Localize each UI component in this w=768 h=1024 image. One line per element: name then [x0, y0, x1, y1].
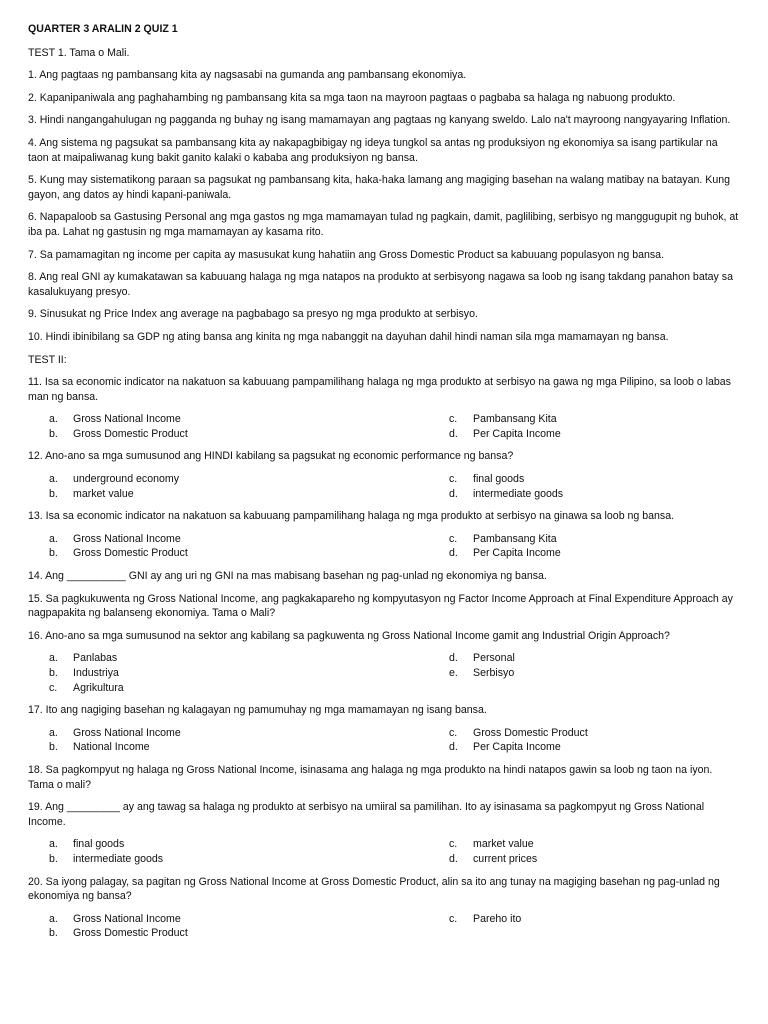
choice-list [28, 472, 740, 501]
question-text: 13. Isa sa economic indicator na nakatuon sa kabuuang pampamilihang halaga ng mga produkto at serbisyo na ginawa sa loob ng bansa. [28, 510, 675, 523]
choice-item [28, 532, 428, 547]
choice-text: Per Capita Income [473, 427, 561, 440]
choice-text: Gross Domestic Product [73, 547, 188, 560]
choice-text: Per Capita Income [473, 547, 561, 560]
question-list [28, 68, 740, 941]
choice-item [428, 837, 728, 852]
choice-item [428, 912, 728, 927]
choice-letter: c. [449, 532, 458, 545]
choice-list [28, 837, 740, 866]
choice-text: Industriya [73, 667, 119, 679]
choice-letter: c. [449, 912, 458, 925]
choice-text: Pareho ito [473, 912, 522, 925]
choice-item [428, 740, 728, 755]
choice-text: intermediate goods [473, 487, 564, 500]
choice-letter: a. [49, 726, 58, 739]
choice-item [28, 681, 428, 696]
choice-text: National Income [73, 741, 150, 754]
choice-text: market value [73, 487, 134, 500]
choice-letter: c. [449, 413, 458, 426]
choice-item [28, 912, 428, 927]
choice-item [428, 651, 728, 666]
question-text: 18. Sa pagkompyut ng halaga ng Gross National Income, isinasama ang halaga ng mga produkto na hindi natapos gawin sa loob ng taon na iyon. Tama o mali? [28, 763, 713, 791]
question-text: 12. Ano-ano sa mga sumusunod ang HINDI kabilang sa pagsukat ng economic performance ng bansa? [28, 450, 514, 463]
choice-letter: d. [449, 741, 458, 754]
choice-item [428, 546, 728, 561]
choice-letter: b. [49, 427, 58, 440]
choice-text: Gross National Income [73, 532, 181, 545]
choice-letter: a. [49, 473, 58, 486]
choice-item [28, 412, 428, 427]
choice-text: Panlabas [73, 652, 118, 665]
question-text: 6. Napapaloob sa Gastusing Personal ang mga gastos ng mga mamamayan tulad ng pagkain, damit, paglilibing, serbisyo ng manggugupit ng buhok, at iba pa. Lahat ng gastusin ng mga mamamayan ay kasama rito. [28, 211, 739, 238]
choice-item [428, 532, 728, 547]
choice-text: Gross Domestic Product [473, 726, 588, 739]
choice-text: intermediate goods [73, 852, 164, 865]
choice-letter: b. [49, 667, 58, 679]
question-text: 10. Hindi ibinibilang sa GDP ng ating bansa ang kinita ng mga nabanggit na dayuhan dahil hindi naman sila mga mamamayan ng bansa. [28, 330, 669, 343]
choice-letter: c. [449, 726, 458, 739]
choice-letter: b. [49, 927, 58, 940]
choice-letter: b. [49, 741, 58, 754]
choice-text: final goods [473, 473, 525, 486]
choice-letter: c. [449, 838, 458, 851]
choice-text: current prices [473, 852, 538, 865]
choice-list [28, 912, 740, 941]
choice-item [428, 487, 728, 502]
question-text: 9. Sinusukat ng Price Index ang average na pagbabago sa presyo ng mga produkto at serbisyo. [28, 308, 478, 321]
choice-item [28, 666, 428, 681]
choice-item [428, 852, 728, 867]
question-text: 1. Ang pagtaas ng pambansang kita ay nagsasabi na gumanda ang pambansang ekonomiya. [28, 69, 467, 82]
choice-text: final goods [73, 838, 125, 851]
quiz-title: QUARTER 3 ARALIN 2 QUIZ 1 [28, 23, 178, 35]
choice-letter: c. [449, 473, 458, 486]
question-text: 20. Sa iyong palagay, sa pagitan ng Gross National Income at Gross Domestic Product, alin sa ito ang tunay na magiging basehan ng pag-unlad ng ekonomiya ng bansa? [28, 875, 720, 903]
choice-item [428, 427, 728, 442]
choice-list [28, 651, 740, 695]
choice-letter: a. [49, 912, 58, 925]
question-text: 7. Sa pamamagitan ng income per capita ay masusukat kung hahatiin ang Gross Domestic Product sa kabuuang populasyon ng bansa. [28, 248, 665, 261]
choice-text: underground economy [73, 473, 180, 486]
choice-text: Gross National Income [73, 726, 181, 739]
question-text: 15. Sa pagkukuwenta ng Gross National Income, ang pagkakapareho ng kompyutasyon ng Factor Income Approach at Final Expenditure Approach ay nagpapakita ng balanseng ekonomiya. Tama o Mali? [28, 592, 733, 620]
question-text: 4. Ang sistema ng pagsukat sa pambansang kita ay nakapagbibigay ng ideya tungkol sa antas ng produksiyon ng ekonomiya sa isang partikular na taon at maipaliwanag kung bakit ganito kalaki o kababa ang produksiyon ng bansa. [28, 136, 718, 164]
choice-text: Gross National Income [73, 413, 181, 426]
choice-text: Per Capita Income [473, 741, 561, 754]
choice-letter: a. [49, 413, 58, 426]
question-text: 5. Kung may sistematikong paraan sa pagsukat ng pambansang kita, haka-haka lamang ang magiging basehan na walang matibay na batayan. Kung gayon, ang datos ay hindi kapani-paniwala. [28, 174, 731, 201]
test2-heading: TEST II: [28, 353, 67, 366]
choice-text: Pambansang Kita [473, 413, 557, 426]
choice-list [28, 532, 740, 561]
choice-letter: a. [49, 652, 58, 665]
choice-text: Serbisyo [473, 667, 515, 679]
choice-item [28, 926, 428, 941]
choice-text: Agrikultura [73, 681, 124, 694]
choice-text: Personal [473, 652, 515, 665]
choice-letter: d. [449, 427, 458, 440]
choice-item [428, 726, 728, 741]
choice-letter: b. [49, 547, 58, 560]
choice-item [28, 546, 428, 561]
question-text: 19. Ang _________ ay ang tawag sa halaga ng produkto at serbisyo na umiiral sa pamilihan. Ito ay isinasama sa pagkompyut ng Gross National Income. [28, 801, 705, 828]
question-text: 16. Ano-ano sa mga sumusunod na sektor ang kabilang sa pagkuwenta ng Gross National Income gamit ang Industrial Origin Approach? [28, 629, 670, 642]
choice-item [28, 427, 428, 442]
choice-letter: d. [449, 487, 458, 500]
choice-letter: c. [49, 681, 58, 694]
choice-letter: b. [49, 487, 58, 500]
choice-item [28, 852, 428, 867]
choice-item [28, 726, 428, 741]
question-text: 14. Ang __________ GNI ay ang uri ng GNI na mas mabisang basehan ng pag-unlad ng ekonomiya ng bansa. [28, 570, 547, 583]
choice-item [428, 666, 728, 681]
choice-item [28, 472, 428, 487]
choice-letter: e. [449, 667, 458, 679]
test1-heading: TEST 1. Tama o Mali. [28, 46, 130, 59]
choice-text: Gross Domestic Product [73, 927, 188, 940]
choice-item [28, 487, 428, 502]
choice-text: Gross Domestic Product [73, 427, 188, 440]
choice-item [28, 740, 428, 755]
choice-letter: d. [449, 852, 458, 865]
question-text: 11. Isa sa economic indicator na nakatuon sa kabuuang pampamilihang halaga ng mga produkto at serbisyo na gawa ng mga Pilipino, sa loob o labas man ng bansa. [28, 376, 731, 403]
choice-list [28, 726, 740, 755]
choice-letter: a. [49, 532, 58, 545]
question-text: 2. Kapanipaniwala ang paghahambing ng pambansang kita sa mga taon na mayroon pagtaas o pagbaba sa halaga ng nabuong produkto. [28, 91, 676, 104]
choice-item [428, 412, 728, 427]
question-text: 17. Ito ang nagiging basehan ng kalagayan ng pamumuhay ng mga mamamayan ng isang bansa. [28, 704, 487, 717]
choice-text: Pambansang Kita [473, 532, 557, 545]
choice-list [28, 412, 740, 441]
question-text: 3. Hindi nangangahulugan ng pagganda ng buhay ng isang mamamayan ang pagtaas ng kanyang sweldo. Lalo na't mayroong nangyayaring Inflation. [28, 114, 731, 127]
choice-text: Gross National Income [73, 912, 181, 925]
question-text: 8. Ang real GNI ay kumakatawan sa kabuuang halaga ng mga natapos na produkto at serbisyong nagawa sa loob ng isang takdang panahon batay sa kasalukuyang presyo. [28, 271, 733, 298]
choice-letter: d. [449, 547, 458, 560]
choice-letter: a. [49, 838, 58, 851]
choice-letter: b. [49, 852, 58, 865]
choice-text: market value [473, 838, 534, 851]
choice-item [428, 472, 728, 487]
choice-item [28, 651, 428, 666]
choice-item [28, 837, 428, 852]
choice-letter: d. [449, 652, 458, 665]
